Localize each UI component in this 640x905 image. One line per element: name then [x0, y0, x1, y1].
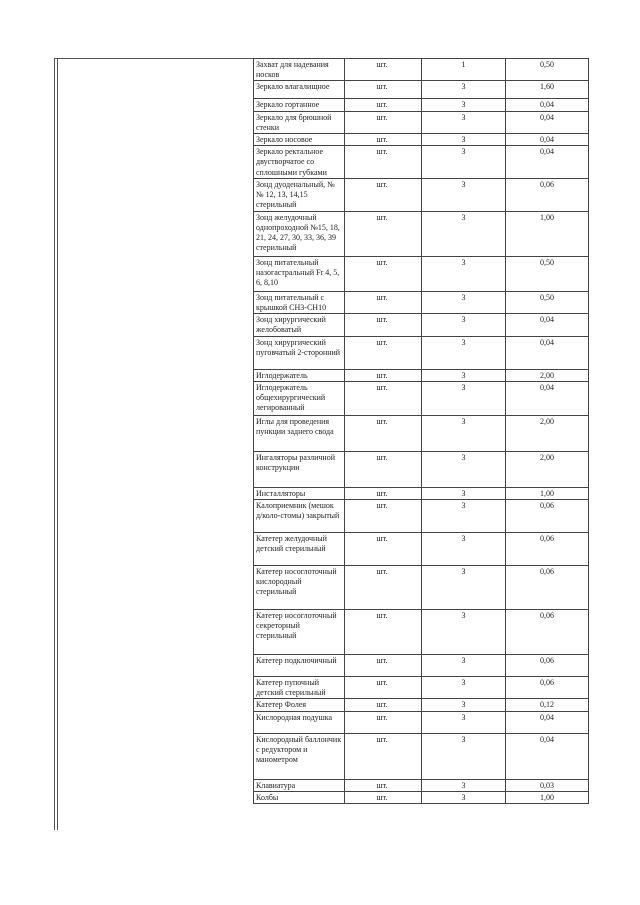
items-table-body [254, 59, 589, 804]
item-price: 0,04 [506, 99, 589, 111]
table-row [254, 500, 589, 533]
item-unit: шт. [345, 256, 422, 291]
item-name: Катетер желудочный детский стерильный [254, 533, 345, 566]
item-quantity: 3 [422, 500, 506, 533]
table-row [254, 610, 589, 655]
item-unit: шт. [345, 677, 422, 699]
item-price: 0,12 [506, 699, 589, 711]
top-border-line [54, 58, 254, 59]
item-price: 1,00 [506, 791, 589, 803]
item-unit: шт. [345, 336, 422, 369]
table-row [254, 699, 589, 711]
item-price: 0,50 [506, 59, 589, 81]
item-unit: шт. [345, 779, 422, 791]
item-quantity: 3 [422, 336, 506, 369]
table-row [254, 99, 589, 111]
item-unit: шт. [345, 178, 422, 211]
item-name: Зонд питательный с крышкой СН3-СН10 [254, 291, 345, 313]
item-name: Катетер носоглоточный кислородный стерильный [254, 566, 345, 610]
item-quantity: 3 [422, 733, 506, 779]
table-row [254, 711, 589, 733]
item-quantity: 3 [422, 610, 506, 655]
table-row [254, 381, 589, 415]
item-name: Клавиатура [254, 779, 345, 791]
item-price: 0,06 [506, 500, 589, 533]
item-quantity: 3 [422, 99, 506, 111]
item-price: 0,04 [506, 314, 589, 336]
item-quantity: 3 [422, 699, 506, 711]
item-name: Калоприемник (мешок д/коло-стомы) закрытый [254, 500, 345, 533]
item-quantity: 3 [422, 178, 506, 211]
item-unit: шт. [345, 533, 422, 566]
item-name: Зеркало гортанное [254, 99, 345, 111]
item-quantity: 3 [422, 415, 506, 451]
item-unit: шт. [345, 610, 422, 655]
item-unit: шт. [345, 134, 422, 146]
item-name: Зонд хирургический желобоватый [254, 314, 345, 336]
item-price: 0,06 [506, 677, 589, 699]
item-price: 0,06 [506, 533, 589, 566]
item-price: 0,50 [506, 291, 589, 313]
item-unit: шт. [345, 733, 422, 779]
item-name: Зонд желудочный однопроходной №15, 18, 21, 24, 27, 30, 33, 36, 39 стерильный [254, 211, 345, 256]
item-unit: шт. [345, 487, 422, 499]
item-name: Колбы [254, 791, 345, 803]
item-quantity: 3 [422, 711, 506, 733]
item-name: Зеркало влагалищное [254, 81, 345, 99]
item-unit: шт. [345, 500, 422, 533]
table-row [254, 81, 589, 99]
item-quantity: 3 [422, 655, 506, 677]
item-price: 0,06 [506, 610, 589, 655]
item-unit: шт. [345, 415, 422, 451]
item-unit: шт. [345, 59, 422, 81]
item-unit: шт. [345, 566, 422, 610]
item-quantity: 3 [422, 81, 506, 99]
item-quantity: 3 [422, 677, 506, 699]
item-price: 0,06 [506, 655, 589, 677]
item-name: Катетер пупочный детский стерильный [254, 677, 345, 699]
table-row [254, 211, 589, 256]
table-row [254, 451, 589, 487]
item-quantity: 3 [422, 566, 506, 610]
table-row [254, 369, 589, 381]
item-price: 2,00 [506, 369, 589, 381]
item-name: Катетер носоглоточный секреторный стерильный [254, 610, 345, 655]
item-name: Захват для надевания носков [254, 59, 345, 81]
item-price: 1,00 [506, 211, 589, 256]
item-quantity: 3 [422, 487, 506, 499]
table-row [254, 111, 589, 133]
item-quantity: 3 [422, 111, 506, 133]
item-unit: шт. [345, 111, 422, 133]
table-row [254, 146, 589, 179]
item-price: 2,00 [506, 415, 589, 451]
item-unit: шт. [345, 711, 422, 733]
item-unit: шт. [345, 291, 422, 313]
item-unit: шт. [345, 146, 422, 179]
item-price: 1,60 [506, 81, 589, 99]
item-quantity: 1 [422, 59, 506, 81]
item-unit: шт. [345, 369, 422, 381]
item-quantity: 3 [422, 314, 506, 336]
item-unit: шт. [345, 451, 422, 487]
item-price: 0,04 [506, 146, 589, 179]
item-unit: шт. [345, 99, 422, 111]
item-quantity: 3 [422, 533, 506, 566]
table-row [254, 779, 589, 791]
item-name: Зеркало для брюшной стенки [254, 111, 345, 133]
table-row [254, 178, 589, 211]
item-name: Зонд питательный назогастральный Fr 4, 5, 6, 8,10 [254, 256, 345, 291]
item-name: Иглодержатель общехирургический легированный [254, 381, 345, 415]
item-price: 0,06 [506, 566, 589, 610]
item-quantity: 3 [422, 791, 506, 803]
item-price: 0,04 [506, 381, 589, 415]
table-row [254, 533, 589, 566]
table-row [254, 415, 589, 451]
table-row [254, 59, 589, 81]
item-quantity: 3 [422, 779, 506, 791]
item-name: Иглы для проведения пункции заднего свода [254, 415, 345, 451]
item-quantity: 3 [422, 381, 506, 415]
item-unit: шт. [345, 314, 422, 336]
item-unit: шт. [345, 211, 422, 256]
left-border-line-2 [57, 58, 58, 830]
item-quantity: 3 [422, 291, 506, 313]
item-price: 1,00 [506, 487, 589, 499]
item-unit: шт. [345, 655, 422, 677]
item-name: Катетер подключичный [254, 655, 345, 677]
item-quantity: 3 [422, 134, 506, 146]
item-price: 2,00 [506, 451, 589, 487]
item-unit: шт. [345, 381, 422, 415]
table-row [254, 677, 589, 699]
item-name: Кислородная подушка [254, 711, 345, 733]
item-quantity: 3 [422, 146, 506, 179]
table-row [254, 256, 589, 291]
item-name: Зонд хирургический пуговчатый 2-сторонний [254, 336, 345, 369]
table-row [254, 487, 589, 499]
table-row [254, 291, 589, 313]
item-name: Зеркало носовое [254, 134, 345, 146]
item-name: Ингаляторы различной конструкции [254, 451, 345, 487]
item-price: 0,06 [506, 178, 589, 211]
item-quantity: 3 [422, 451, 506, 487]
item-quantity: 3 [422, 369, 506, 381]
item-name: Инсталляторы [254, 487, 345, 499]
item-price: 0,04 [506, 111, 589, 133]
table-row [254, 655, 589, 677]
table-row [254, 336, 589, 369]
item-quantity: 3 [422, 211, 506, 256]
item-price: 0,04 [506, 134, 589, 146]
item-name: Зонд дуоденальный, №№ 12, 13, 14,15 стерильный [254, 178, 345, 211]
item-quantity: 3 [422, 256, 506, 291]
item-price: 0,04 [506, 336, 589, 369]
item-unit: шт. [345, 699, 422, 711]
item-name: Кислородный баллончик с редуктором и манометром [254, 733, 345, 779]
item-price: 0,04 [506, 733, 589, 779]
item-price: 0,04 [506, 711, 589, 733]
table-row [254, 134, 589, 146]
items-table [253, 58, 589, 804]
table-row [254, 314, 589, 336]
table-row [254, 733, 589, 779]
item-name: Иглодержатель [254, 369, 345, 381]
left-border-line [54, 58, 55, 830]
item-name: Зеркало ректальное двустворчатое со сплошными губками [254, 146, 345, 179]
table-row [254, 566, 589, 610]
item-name: Катетер Фолея [254, 699, 345, 711]
item-price: 0,03 [506, 779, 589, 791]
item-price: 0,50 [506, 256, 589, 291]
table-row [254, 791, 589, 803]
item-unit: шт. [345, 81, 422, 99]
item-unit: шт. [345, 791, 422, 803]
